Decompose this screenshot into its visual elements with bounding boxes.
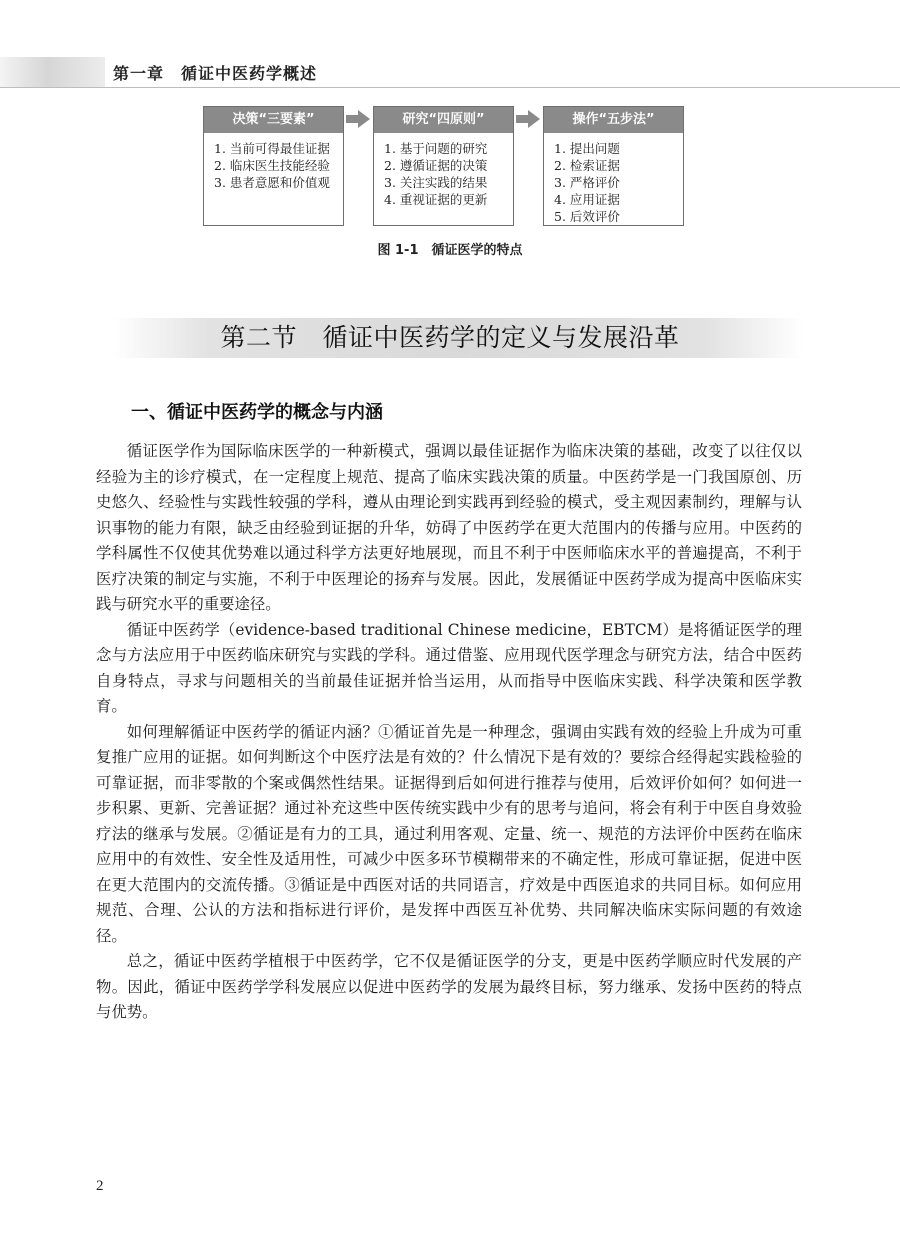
- flowchart-box-list: [204, 140, 343, 191]
- header-rule: [0, 87, 900, 88]
- flowchart-list-item: 4. 重视证据的更新: [384, 192, 488, 207]
- flowchart-list-item: 2. 遵循证据的决策: [384, 158, 488, 173]
- flowchart-box-research: [373, 106, 514, 226]
- flowchart-list-item: 2. 临床医生技能经验: [214, 158, 330, 173]
- flowchart-box-title: 研究“四原则”: [374, 107, 513, 133]
- paragraph: 循证医学作为国际临床医学的一种新模式，强调以最佳证据作为临床决策的基础，改变了以往仅以经验为主的诊疗模式，在一定程度上规范、提高了临床实践决策的质量。中医药学是一门我国原创、历史悠久、经验性与实践性较强的学科，遵从由理论到实践再到经验的模式，受主观因素制约，理解与认识事物的能力有限，缺乏由经验到证据的升华，妨碍了中医药学在更大范围内的传播与应用。中医药的学科属性不仅使其优势难以通过科学方法更好地展现，而且不利于中医师临床水平的普遍提高，不利于医疗决策的制定与实施，不利于中医理论的扬弃与发展。因此，发展循证中医药学成为提高中医临床实践与研究水平的重要途径。: [96, 442, 802, 613]
- flowchart-list-item: 1. 提出问题: [554, 141, 620, 156]
- flowchart-box-title: 决策“三要素”: [204, 107, 343, 133]
- flowchart-list-item: 3. 患者意愿和价值观: [214, 175, 330, 190]
- figure-caption: 图 1-1 循证医学的特点: [377, 243, 523, 258]
- flowchart-list-item: 5. 后效评价: [554, 209, 620, 224]
- flowchart-box-list: [374, 140, 513, 208]
- subsection-heading: 一、循证中医药学的概念与内涵: [131, 402, 383, 423]
- paragraph: 总之，循证中医药学植根于中医药学，它不仅是循证医学的分支，更是中医药学顺应时代发展的产物。因此，循证中医药学学科发展应以促进中医药学的发展为最终目标，努力继承、发扬中医药的特点与优势。: [96, 952, 802, 1021]
- flowchart-list-item: 2. 检索证据: [554, 158, 620, 173]
- paragraph: 如何理解循证中医药学的循证内涵？①循证首先是一种理念，强调由实践有效的经验上升成为可重复推广应用的证据。如何判断这个中医疗法是有效的？什么情况下是有效的？要综合经得起实践检验的可靠证据，而非零散的个案或偶然性结果。证据得到后如何进行推荐与使用，后效评价如何？如何进一步积累、更新、完善证据？通过补充这些中医传统实践中少有的思考与追问，将会有利于中医自身效验疗法的继承与发展。②循证是有力的工具，通过利用客观、定量、统一、规范的方法评价中医药在临床应用中的有效性、安全性及适用性，可减少中医多环节模糊带来的不确定性，形成可靠证据，促进中医在更大范围内的交流传播。③循证是中西医对话的共同语言，疗效是中西医追求的共同目标。如何应用规范、合理、公认的方法和指标进行评价，是发挥中西医互补优势、共同解决临床实际问题的有效途径。: [96, 722, 802, 945]
- section-title: 第二节 循证中医药学的定义与发展沿革: [220, 323, 680, 352]
- flowchart-arrow-icon: [516, 110, 540, 128]
- flowchart-list-item: 1. 基于问题的研究: [384, 141, 488, 156]
- flowchart-box-title: 操作“五步法”: [544, 107, 683, 133]
- flowchart-list-item: 3. 严格评价: [554, 175, 620, 190]
- flowchart-list-item: 1. 当前可得最佳证据: [214, 141, 330, 156]
- flowchart-box-operation: [543, 106, 684, 226]
- header-decoration: [0, 57, 105, 87]
- flowchart-arrow-icon: [346, 110, 370, 128]
- running-header-chapter-title: 第一章 循证中医药学概述: [113, 64, 318, 83]
- flowchart-box-list: [544, 140, 683, 225]
- page-number: 2: [96, 1178, 104, 1194]
- flowchart-box-decision: [203, 106, 344, 226]
- body-text: [96, 439, 802, 1026]
- paragraph: 循证中医药学（evidence-based traditional Chinese medicine，EBTCM）是将循证医学的理念与方法应用于中医药临床研究与实践的学科。通过借鉴、应用现代医学理念与研究方法，结合中医药自身特点，寻求与问题相关的当前最佳证据并恰当运用，从而指导中医临床实践、科学决策和医学教育。: [96, 620, 802, 715]
- flowchart-list-item: 3. 关注实践的结果: [384, 175, 488, 190]
- flowchart-list-item: 4. 应用证据: [554, 192, 620, 207]
